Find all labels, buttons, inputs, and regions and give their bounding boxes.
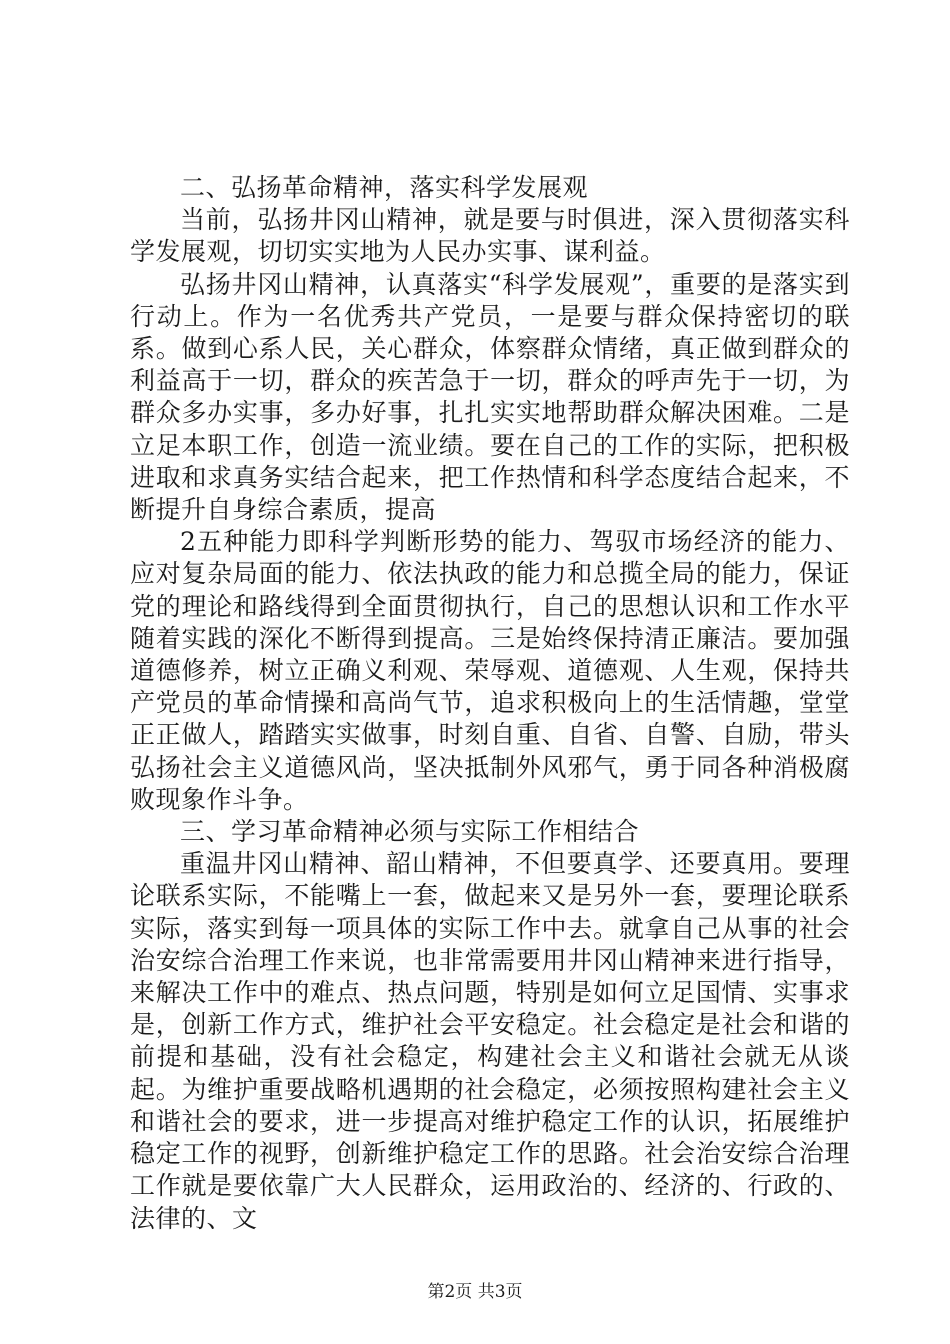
paragraph: 当前，弘扬井冈山精神，就是要与时俱进，深入贯彻落实科学发展观，切切实实地为人民办实事、谋利益。 — [130, 205, 850, 267]
section-heading-3: 三、学习革命精神必须与实际工作相结合 — [180, 817, 640, 847]
paragraph: 重温井冈山精神、韶山精神，不但要真学、还要真用。要理论联系实际，不能嘴上一套，做起来又是另外一套，要理论联系实际，落实到每一项具体的实际工作中去。就拿自己从事的社会治安综合治理工作来说，也非常需要用井冈山精神来进行指导，来解决工作中的难点、热点问题，特别是如何立足国情、实事求是，创新工作方式，维护社会平安稳定。社会稳定是社会和谐的前提和基础，没有社会稳定，构建社会主义和谐社会就无从谈起。为维护重要战略机遇期的社会稳定，必须按照构建社会主义和谐社会的要求，进一步提高对维护稳定工作的认识，拓展维护稳定工作的视野，创新维护稳定工作的思路。社会治安综合治理工作就是要依靠广大人民群众，运用政治的、经济的、行政的、法律的、文 — [130, 849, 850, 1233]
section-heading-2: 二、弘扬革命精神，落实科学发展观 — [180, 173, 589, 202]
page-footer: 第2页 共3页 — [427, 1282, 523, 1302]
document-body — [130, 172, 850, 1235]
paragraph: 2五种能力即科学判断形势的能力、驾驭市场经济的能力、应对复杂局面的能力、依法执政的能力和总揽全局的能力，保证党的理论和路线得到全面贯彻执行，自己的思想认识和工作水平随着实践的深化不断得到提高。三是始终保持清正廉洁。要加强道德修养，树立正确义利观、荣辱观、道德观、人生观，保持共产党员的革命情操和高尚气节，追求积极向上的生活情趣，堂堂正正做人，踏踏实实做事，时刻自重、自省、自警、自励，带头弘扬社会主义道德风尚，坚决抵制外风邪气，勇于同各种消极腐败现象作斗争。 — [130, 527, 850, 814]
paragraph: 弘扬井冈山精神，认真落实“科学发展观”，重要的是落实到行动上。作为一名优秀共产党员，一是要与群众保持密切的联系。做到心系人民，关心群众，体察群众情绪，真正做到群众的利益高于一切，群众的疾苦急于一切，群众的呼声先于一切，为群众多办实事，多办好事，扎扎实实地帮助群众解决困难。二是立足本职工作，创造一流业绩。要在自己的工作的实际，把积极进取和求真务实结合起来，把工作热情和科学态度结合起来，不断提升自身综合素质，提高 — [130, 269, 850, 525]
